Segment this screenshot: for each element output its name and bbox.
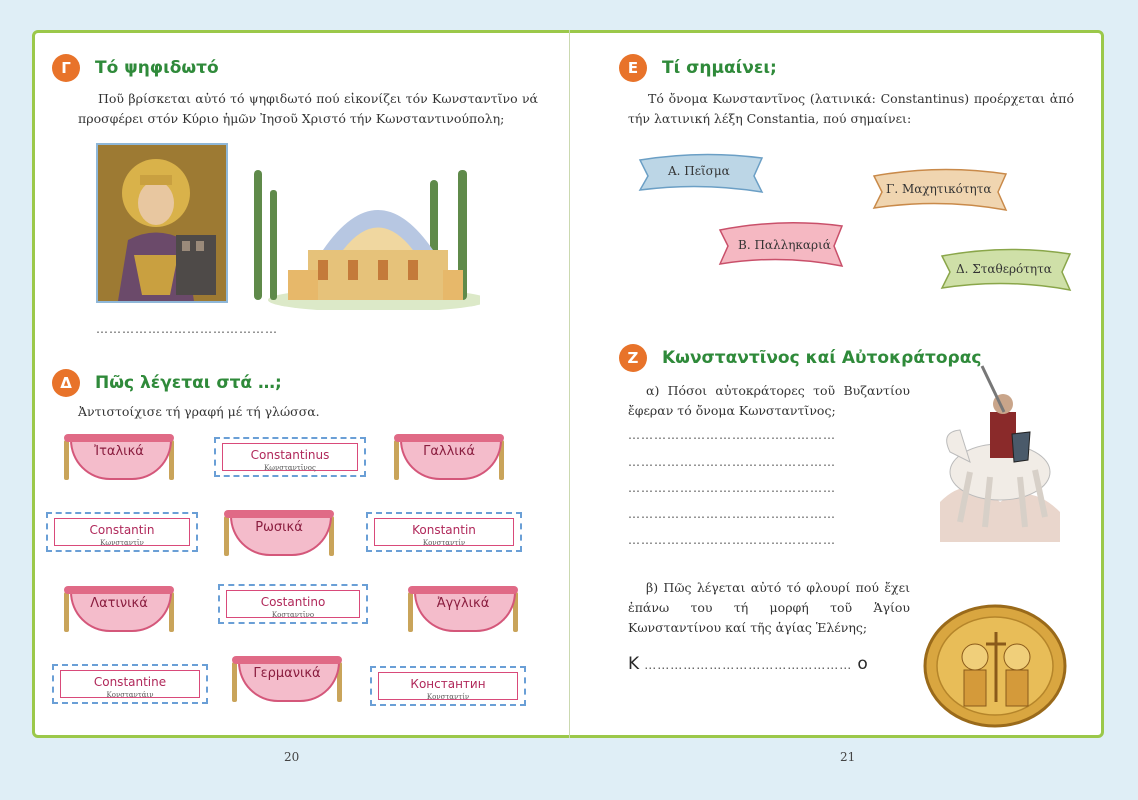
name-transliteration: Κοσταντῖνο — [271, 611, 315, 619]
option-d-label: Δ. Σταθερότητα — [956, 262, 1052, 276]
language-label: Ρωσικά — [255, 520, 303, 535]
option-c-label: Γ. Μαχητικότητα — [886, 182, 992, 196]
language-label: Γερμανικά — [253, 666, 321, 681]
language-card[interactable] — [64, 586, 174, 638]
answer-line-3[interactable]: ………………………………………… — [628, 481, 836, 495]
section-title-z: Κωνσταντῖνος καί Αὐτοκράτορας — [662, 348, 982, 368]
name-label: Konstantin — [412, 523, 476, 537]
gold-coin-illustration — [920, 602, 1070, 730]
language-label: Ἰταλικά — [94, 444, 144, 459]
name-card[interactable] — [214, 437, 366, 477]
name-transliteration: Κονσταντίν — [422, 539, 466, 547]
ribbon-option[interactable] — [938, 240, 1074, 296]
page-number-left: 20 — [284, 750, 300, 764]
section-title-d: Πῶς λέγεται στά …; — [95, 373, 282, 393]
section-badge-d: Δ — [52, 369, 80, 397]
name-label: Constantine — [93, 675, 167, 689]
page-divider — [569, 30, 570, 738]
name-card[interactable] — [370, 666, 526, 706]
section-title-g: Τό ψηφιδωτό — [95, 58, 219, 78]
name-card[interactable] — [218, 584, 368, 624]
page-number-right: 21 — [840, 750, 856, 764]
name-transliteration: Κωνσταντῖνος — [264, 464, 316, 472]
language-label: Γαλλικά — [423, 444, 475, 459]
name-label: Costantino — [260, 595, 326, 609]
language-card[interactable] — [64, 434, 174, 486]
match-instruction: Ἀντιστοίχισε τή γραφή μέ τή γλώσσα. — [78, 404, 320, 419]
name-transliteration: Κονσταντάιν — [106, 691, 154, 699]
answer-line-2[interactable]: ………………………………………… — [628, 455, 836, 469]
section-badge-z: Ζ — [619, 344, 647, 372]
answer-line-1[interactable]: ………………………………………… — [628, 428, 836, 442]
knight-illustration — [930, 352, 1070, 542]
name-card[interactable] — [52, 664, 208, 704]
language-card[interactable] — [224, 510, 334, 562]
mosaic-image — [96, 143, 228, 303]
hagia-sophia-illustration — [248, 150, 480, 310]
answer-last-letter: ο — [857, 654, 868, 674]
mosaic-answer-line[interactable]: …………………………………… — [96, 322, 278, 336]
language-card[interactable] — [408, 586, 518, 638]
question-a: α) Πόσοι αὐτοκράτορες τοῦ Βυζαντίου ἔφεραν τό ὄνομα Κωνσταντῖνος; — [628, 383, 910, 418]
ribbon-option[interactable] — [716, 214, 846, 272]
coin-answer-dots: ………………………………………… — [644, 658, 853, 672]
language-card[interactable] — [394, 434, 504, 486]
ribbon-option[interactable] — [870, 160, 1010, 216]
answer-line-4[interactable]: ………………………………………… — [628, 507, 836, 521]
mosaic-question: Ποῦ βρίσκεται αὐτό τό ψηφιδωτό πού εἰκονίζει τόν Κωνσταντῖνο νά προσφέρει στόν Κύριο ἡμῶν Ἰησοῦ Χριστό τήν Κωνσταντινούπολη; — [78, 91, 538, 126]
answer-line-5[interactable]: ………………………………………… — [628, 533, 836, 547]
option-b-label: Β. Παλληκαριά — [738, 238, 831, 252]
name-label: Constantin — [89, 523, 155, 537]
question-b: β) Πῶς λέγεται αὐτό τό φλουρί πού ἔχει ἐπάνω του τή μορφή τοῦ Ἁγίου Κωνσταντίνου καί τῆς ἁγίας Ἑλένης; — [628, 580, 910, 635]
coin-answer-row[interactable] — [628, 654, 868, 674]
name-label: Константин — [410, 677, 486, 691]
language-label: Ἀγγλικά — [436, 596, 490, 611]
name-transliteration: Κωνσταντῖν — [100, 539, 144, 547]
section-badge-g: Γ — [52, 54, 80, 82]
option-a-label: Α. Πεῖσμα — [668, 164, 730, 178]
name-card[interactable] — [46, 512, 198, 552]
language-label: Λατινικά — [90, 596, 148, 611]
section-badge-e: Ε — [619, 54, 647, 82]
language-card[interactable] — [232, 656, 342, 708]
name-label: Constantinus — [250, 448, 330, 462]
meaning-text: Τό ὄνομα Κωνσταντῖνος (λατινικά: Constantinus) προέρχεται ἀπό τήν λατινική λέξη Constantia, πού σημαίνει: — [628, 91, 1074, 126]
name-card[interactable] — [366, 512, 522, 552]
name-transliteration: Κονσταντίν — [426, 693, 470, 701]
section-title-e: Τί σημαίνει; — [662, 58, 777, 78]
ribbon-option[interactable] — [636, 146, 766, 198]
answer-first-letter: Κ — [628, 654, 640, 674]
